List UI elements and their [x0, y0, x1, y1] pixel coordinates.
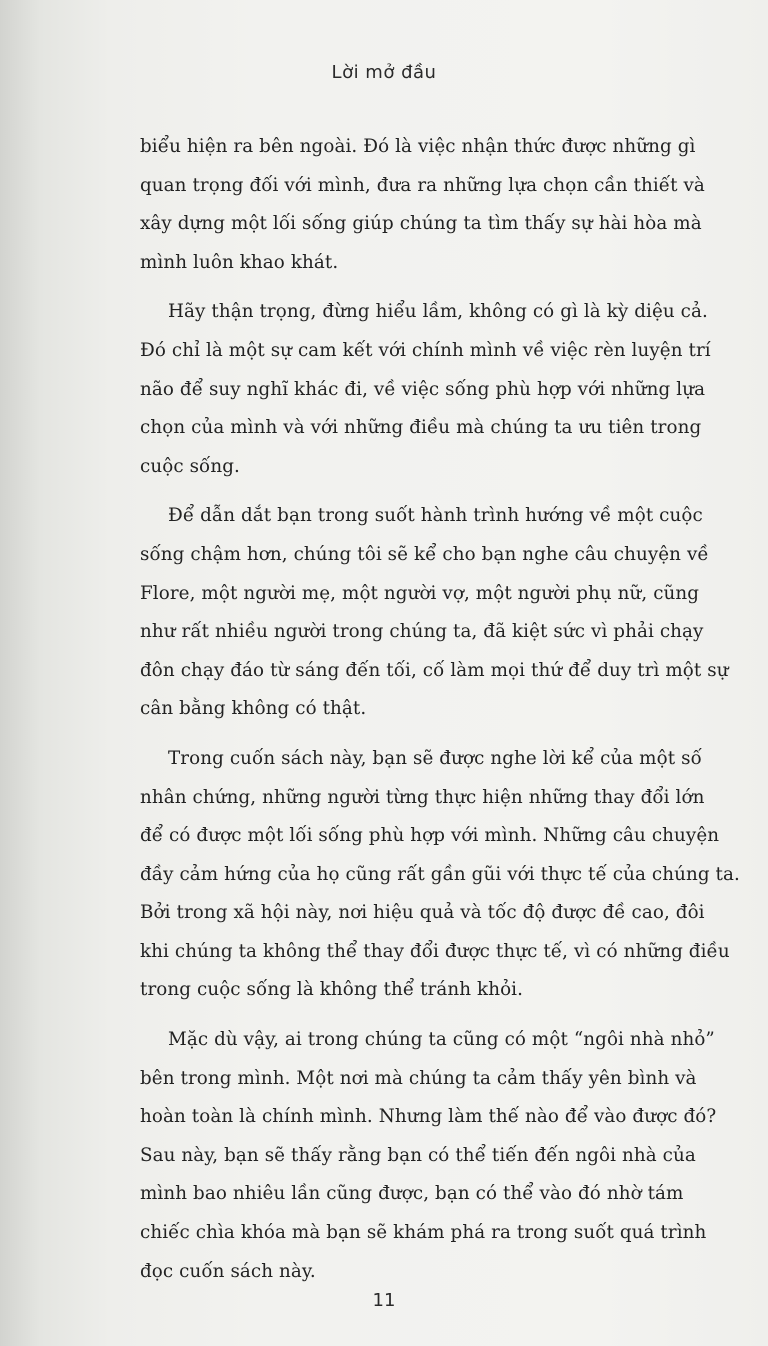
- text-line: đọc cuốn sách này.: [140, 1260, 316, 1282]
- text-line: quan trọng đối với mình, đưa ra những lựa chọn cần thiết và: [140, 174, 705, 196]
- text-line: khi chúng ta không thể thay đổi được thực tế, vì có những điều: [140, 940, 730, 962]
- text-line: Bởi trong xã hội này, nơi hiệu quả và tốc độ được đề cao, đôi: [140, 902, 705, 924]
- page-number: 11: [372, 1290, 396, 1311]
- paragraph-5: [140, 1021, 717, 1291]
- text-line: Hãy thận trọng, đừng hiểu lầm, không có gì là kỳ diệu cả.: [168, 301, 708, 323]
- text-line: cuộc sống.: [140, 455, 240, 477]
- text-line: đôn chạy đáo từ sáng đến tối, cố làm mọi thứ để duy trì một sự: [140, 659, 729, 681]
- text-line: biểu hiện ra bên ngoài. Đó là việc nhận thức được những gì: [140, 136, 696, 157]
- text-line: mình luôn khao khát.: [140, 251, 339, 273]
- text-line: xây dựng một lối sống giúp chúng ta tìm thấy sự hài hòa mà: [140, 213, 702, 235]
- text-line: Mặc dù vậy, ai trong chúng ta cũng có một “ngôi nhà nhỏ”: [168, 1029, 715, 1051]
- text-line: Sau này, bạn sẽ thấy rằng bạn có thể tiến đến ngôi nhà của: [140, 1144, 696, 1166]
- paragraph-3: [140, 497, 729, 729]
- paragraph-1: [140, 128, 705, 282]
- paragraph-2: [140, 293, 711, 486]
- running-head: Lời mở đầu: [331, 62, 437, 83]
- paragraph-4: [140, 740, 740, 1010]
- text-line: Trong cuốn sách này, bạn sẽ được nghe lời kể của một số: [168, 747, 702, 769]
- text-line: nhân chứng, những người từng thực hiện những thay đổi lớn: [140, 786, 705, 808]
- text-line: Flore, một người mẹ, một người vợ, một người phụ nữ, cũng: [140, 582, 700, 604]
- text-line: đầy cảm hứng của họ cũng rất gần gũi với thực tế của chúng ta.: [140, 863, 740, 885]
- text-line: để có được một lối sống phù hợp với mình. Những câu chuyện: [140, 825, 720, 847]
- text-line: Đó chỉ là một sự cam kết với chính mình về việc rèn luyện trí: [140, 339, 711, 361]
- text-line: như rất nhiều người trong chúng ta, đã kiệt sức vì phải chạy: [140, 621, 704, 643]
- text-line: chiếc chìa khóa mà bạn sẽ khám phá ra trong suốt quá trình: [140, 1222, 707, 1244]
- text-line: Để dẫn dắt bạn trong suốt hành trình hướng về một cuộc: [168, 505, 703, 527]
- text-line: não để suy nghĩ khác đi, về việc sống phù hợp với những lựa: [140, 378, 706, 400]
- text-line: chọn của mình và với những điều mà chúng ta ưu tiên trong: [140, 417, 702, 439]
- text-line: hoàn toàn là chính mình. Nhưng làm thế nào để vào được đó?: [140, 1106, 717, 1128]
- text-line: trong cuộc sống là không thể tránh khỏi.: [140, 979, 524, 1001]
- text-line: bên trong mình. Một nơi mà chúng ta cảm thấy yên bình và: [140, 1067, 697, 1089]
- text-line: mình bao nhiêu lần cũng được, bạn có thể vào đó nhờ tám: [140, 1183, 684, 1205]
- text-line: cân bằng không có thật.: [140, 698, 367, 720]
- body-text: [140, 128, 740, 1302]
- text-line: sống chậm hơn, chúng tôi sẽ kể cho bạn nghe câu chuyện về: [140, 543, 709, 565]
